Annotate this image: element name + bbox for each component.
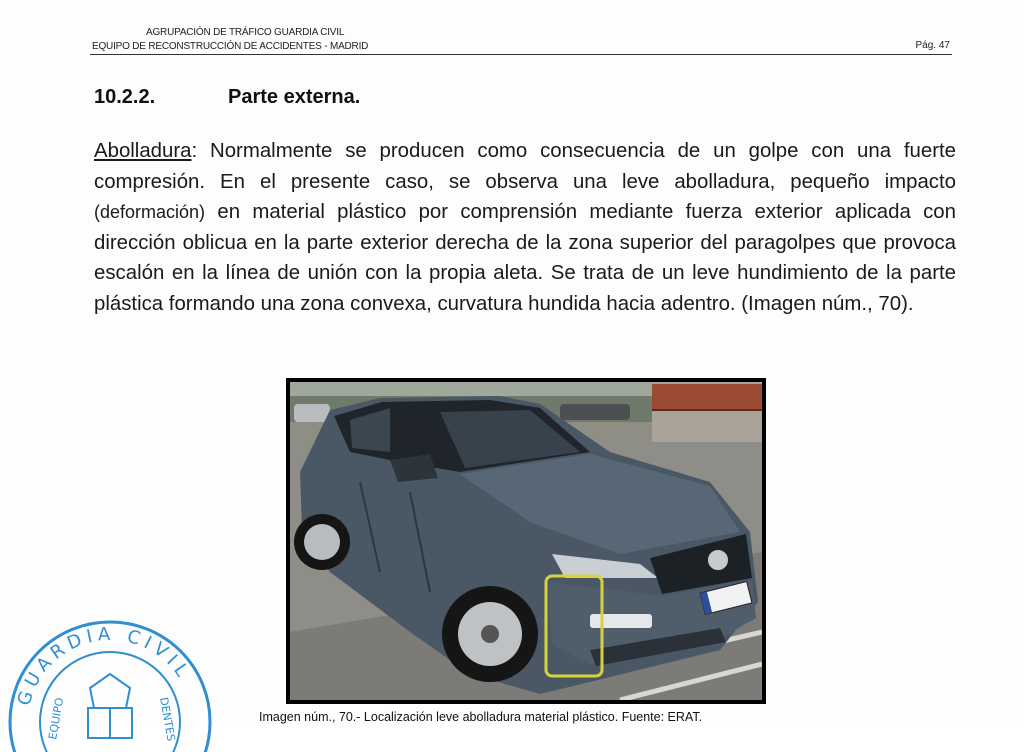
section-heading — [94, 86, 360, 109]
guardia-civil-stamp — [2, 612, 218, 752]
paragraph-text-small: (deformación) — [94, 202, 206, 222]
section-title: Parte externa. — [228, 86, 361, 108]
header-organization: AGRUPACIÓN DE TRÁFICO GUARDIA CIVIL — [146, 27, 345, 38]
car-photo-illustration — [290, 382, 762, 700]
paragraph-text-2: en material plástico por comprensión mediante fuerza exterior aplicada con dirección oblicua en la parte exterior derecha de la zona superior del paragolpes que provoca escalón en la línea de unión con la propia aleta. Se trata de un leve hundimiento de la parte plástica formando una zona convexa, curvatura hundida hacia adentro. (Imagen núm., 70). — [94, 201, 956, 315]
header-unit: EQUIPO DE RECONSTRUCCIÓN DE ACCIDENTES - MADRID — [92, 41, 369, 52]
paragraph-text-1: : Normalmente se producen como consecuencia de un golpe con una fuerte compresión. En el presente caso, se observa una leve abolladura, pequeño impacto — [94, 140, 956, 193]
svg-text:EQUIPO: EQUIPO — [46, 696, 67, 741]
page-number: Pág. 47 — [915, 40, 950, 51]
svg-text:DENTES: DENTES — [157, 696, 178, 743]
section-number: 10.2.2. — [94, 86, 156, 108]
figure-caption: Imagen núm., 70.- Localización leve abolladura material plástico. Fuente: ERAT. — [259, 710, 703, 724]
header-rule — [90, 54, 952, 55]
body-paragraph — [94, 136, 956, 319]
svg-text:GUARDIA CIVIL: GUARDIA CIVIL — [13, 623, 195, 709]
lead-term: Abolladura — [94, 140, 192, 162]
car-photo — [286, 378, 766, 704]
